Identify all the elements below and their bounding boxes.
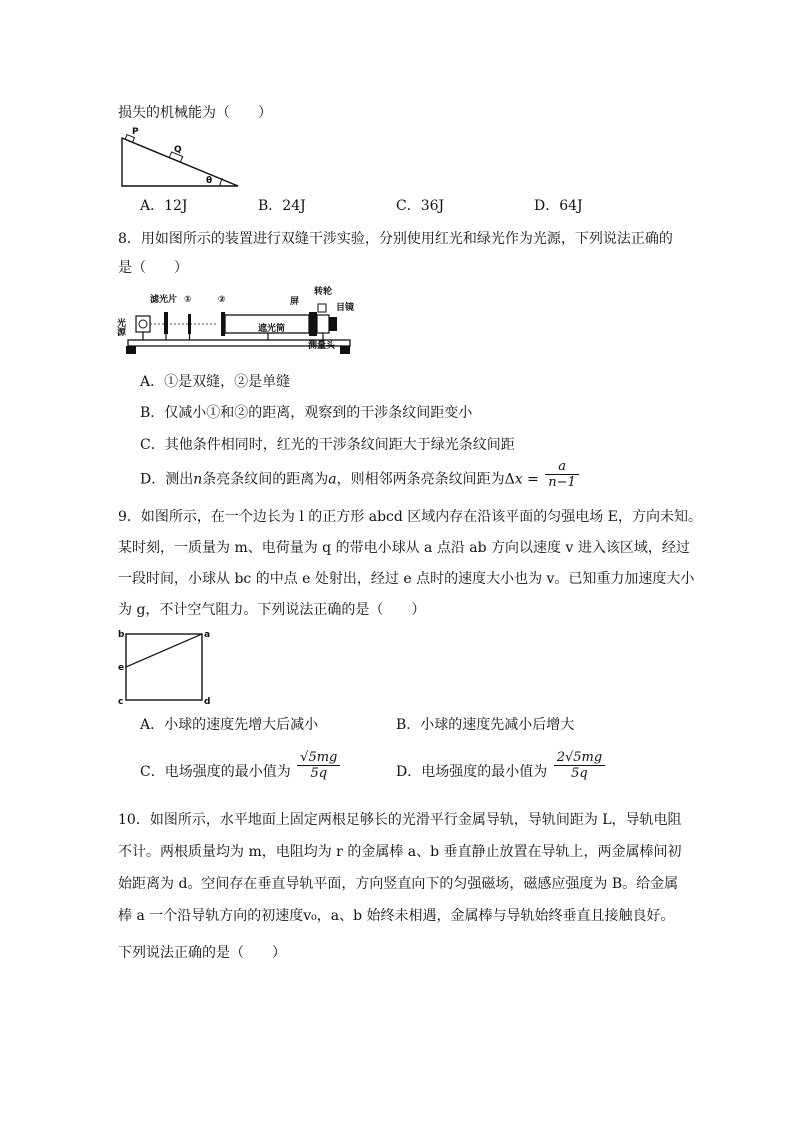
label-theta: θ xyxy=(206,176,213,186)
q7-incline-figure xyxy=(112,124,244,190)
q9-option-c-numerator: √5mg xyxy=(297,750,340,766)
q9-option-a: A．小球的速度先增大后减小 xyxy=(140,717,319,733)
q9-option-d-prefix: D．电场强度的最小值为 xyxy=(396,764,548,780)
q8-fraction-denominator: n−1 xyxy=(548,475,576,490)
eyepiece-element xyxy=(329,317,337,331)
bench-leg-left xyxy=(126,346,136,354)
label-measuring-head: 测量头 xyxy=(308,341,336,351)
wheel-icon xyxy=(318,304,326,312)
q9-option-c-fraction xyxy=(297,750,340,781)
screen-element xyxy=(309,312,317,336)
q8-option-d-eq: = xyxy=(522,471,539,488)
q8-option-d-var-x: x xyxy=(514,471,523,488)
q8-option-d-var-a: a xyxy=(328,471,337,488)
q8-option-d-prefix: D．测出 xyxy=(140,471,194,488)
label-circle-2: ② xyxy=(218,295,226,305)
q9-option-b: B．小球的速度先减小后增大 xyxy=(396,717,575,733)
q8-option-a: A．①是双缝，②是单缝 xyxy=(140,374,291,390)
q9-option-d xyxy=(396,749,605,782)
q10-line5: 下列说法正确的是（ ） xyxy=(118,945,286,961)
q8-stem-line2: 是（ ） xyxy=(118,260,188,276)
label-eyepiece: 目镜 xyxy=(336,303,355,313)
label-e: e xyxy=(118,663,125,673)
light-source-box xyxy=(136,316,150,332)
q9-option-d-denominator: 5q xyxy=(571,765,588,781)
label-light-source: 光源 xyxy=(115,318,125,336)
q9-line1: 9．如图所示，在一个边长为 l 的正方形 abcd 区域内存在沿该平面的匀强电场 E，方向未知。 xyxy=(118,509,702,525)
q10-line4: 棒 a 一个沿导轨方向的初速度v₀，a、b 始终未相遇，金属棒与导轨始终垂直且接触良好。 xyxy=(118,908,675,924)
q8-double-slit-apparatus xyxy=(115,282,358,372)
q7-option-d: D．64J xyxy=(534,198,583,214)
q8-option-d-fraction xyxy=(545,459,579,490)
label-screen: 屏 xyxy=(290,297,300,307)
label-a: a xyxy=(204,630,211,640)
lamp-icon xyxy=(139,320,147,328)
q10-line2: 不计。两根质量均为 m，电阻均为 r 的金属棒 a、b 垂直静止放置在导轨上，两金属棒间初 xyxy=(118,844,682,860)
q9-option-c xyxy=(140,749,340,782)
q8-option-d-var-n: n xyxy=(193,471,203,488)
q8-stem-line1: 8．用如图所示的装置进行双缝干涉实验，分别使用红光和绿光作为光源，下列说法正确的 xyxy=(118,231,673,247)
q9-option-d-fraction xyxy=(554,750,605,781)
measuring-head xyxy=(317,315,329,333)
label-filter: 滤光片 xyxy=(150,295,178,305)
q7-option-c: C．36J xyxy=(396,198,445,214)
q9-option-d-numerator: 2√5mg xyxy=(554,750,605,766)
q9-option-c-prefix: C．电场强度的最小值为 xyxy=(140,764,291,780)
q9-line3: 一段时间，小球从 bc 的中点 e 处射出，经过 e 点时的速度大小也为 v。已知重力加速度大小 xyxy=(118,571,695,587)
q10-line1: 10．如图所示，水平地面上固定两根足够长的光滑平行金属导轨，导轨间距为 L，导轨电阻 xyxy=(118,812,682,828)
q8-option-d-mid1: 条亮条纹间的距离为 xyxy=(202,471,329,488)
label-tube: 遮光筒 xyxy=(258,324,286,334)
q7-stem-tail: 损失的机械能为（ ） xyxy=(118,105,272,121)
q9-option-c-denominator: 5q xyxy=(310,765,328,781)
label-b: b xyxy=(118,630,125,640)
label-wheel: 转轮 xyxy=(314,287,333,297)
q8-option-d-mid2: ，则相邻两条亮条纹间距为Δ xyxy=(336,471,515,488)
q8-fraction-numerator: a xyxy=(545,459,579,475)
q8-option-b: B．仅减小①和②的距离，观察到的干涉条纹间距变小 xyxy=(140,405,473,421)
q9-line2: 某时刻，一质量为 m、电荷量为 q 的带电小球从 a 点沿 ab 方向以速度 v 进入该区域，经过 xyxy=(118,540,690,556)
trajectory-line xyxy=(126,634,202,667)
label-p: P xyxy=(132,127,139,137)
q9-square-field-figure xyxy=(114,626,214,706)
label-d: d xyxy=(204,697,211,707)
q8-option-c: C．其他条件相同时，红光的干涉条纹间距大于绿光条纹间距 xyxy=(140,437,515,453)
label-circle-1: ① xyxy=(184,295,192,305)
q10-line3: 始距离为 d。空间存在垂直导轨平面，方向竖直向下的匀强磁场，磁感应强度为 B。给金属 xyxy=(118,876,679,892)
bench-leg-right xyxy=(340,346,350,354)
filter-element xyxy=(164,312,168,334)
label-q: Q xyxy=(174,145,182,155)
square-abcd xyxy=(126,634,202,700)
q7-option-b: B．24J xyxy=(258,198,306,214)
q9-line4: 为 g，不计空气阻力。下列说法正确的是（ ） xyxy=(118,602,426,618)
label-c: c xyxy=(118,697,124,707)
q8-option-d xyxy=(140,459,579,490)
q7-option-a: A．12J xyxy=(140,198,188,214)
